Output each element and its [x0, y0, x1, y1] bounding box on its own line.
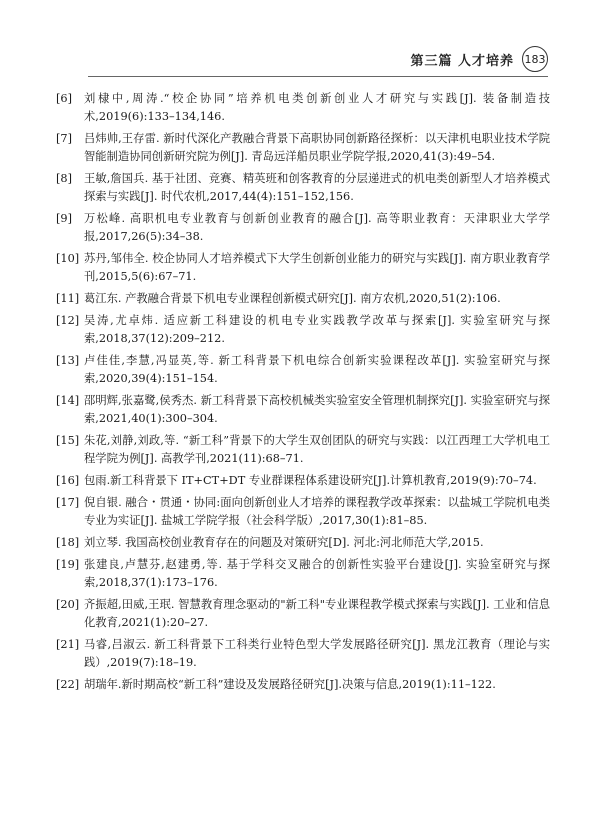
reference-item [56, 250, 550, 286]
running-header [410, 44, 548, 74]
reference-item [56, 556, 550, 592]
reference-text: 齐振超,田威,王珉. 智慧教育理念驱动的"新工科"专业课程教学模式探索与实践[J]. 工业和信息化教育,2021(1):20–27. [84, 598, 550, 629]
reference-item [56, 352, 550, 388]
reference-text: 葛江东. 产教融合背景下机电专业课程创新模式研究[J]. 南方农机,2020,51(2):106. [84, 292, 501, 305]
reference-text: 朱花,刘静,刘政,等. “新工科”背景下的大学生双创团队的研究与实践：以江西理工大学机电工程学院为例[J]. 高教学刊,2021(11):68–71. [84, 434, 550, 465]
reference-number: [22] [56, 678, 80, 691]
reference-number: [15] [56, 434, 80, 447]
reference-text: 吕炜帅,王存雷. 新时代深化产教融合背景下高职协同创新路径探析：以天津机电职业技术学院智能制造协同创新研究院为例[J]. 青岛远洋船员职业学院学报,2020,41(3):49–54. [84, 132, 550, 163]
reference-number: [18] [56, 536, 80, 549]
reference-item [56, 290, 550, 308]
reference-number: [8] [56, 172, 73, 185]
reference-text: 倪自银. 融合・贯通・协同:面向创新创业人才培养的课程教学改革探索：以盐城工学院机电类专业为实证[J]. 盐城工学院学报（社会科学版）,2017,30(1):81–85. [84, 496, 550, 527]
reference-item [56, 472, 550, 490]
reference-number: [10] [56, 252, 80, 265]
reference-item [56, 392, 550, 428]
header-rule [88, 76, 548, 77]
reference-number: [20] [56, 598, 80, 611]
reference-number: [21] [56, 638, 80, 651]
reference-item [56, 170, 550, 206]
reference-number: [12] [56, 314, 80, 327]
reference-text: 王敏,詹国兵. 基于社团、竞赛、精英班和创客教育的分层递进式的机电类创新型人才培养模式探索与实践[J]. 时代农机,2017,44(4):151–152,156. [84, 172, 550, 203]
reference-number: [19] [56, 558, 80, 571]
reference-number: [16] [56, 474, 80, 487]
reference-text: 胡瑞年.新时期高校“新工科”建设及发展路径研究[J].决策与信息,2019(1):11–122. [84, 678, 496, 691]
reference-list [56, 90, 550, 698]
reference-text: 刘棣中,周涛.“校企协同”培养机电类创新创业人才研究与实践[J]. 装备制造技术,2019(6):133–134,146. [84, 92, 550, 123]
reference-item [56, 636, 550, 672]
reference-text: 吴涛,尤卓炜. 适应新工科建设的机电专业实践教学改革与探索[J]. 实验室研究与探索,2018,37(12):209–212. [84, 314, 550, 345]
reference-text: 刘立琴. 我国高校创业教育存在的问题及对策研究[D]. 河北:河北师范大学,2015. [84, 536, 484, 549]
reference-number: [17] [56, 496, 80, 509]
reference-text: 张建良,卢慧芬,赵建勇,等. 基于学科交叉融合的创新性实验平台建设[J]. 实验室研究与探索,2018,37(1):173–176. [84, 558, 550, 589]
reference-item [56, 494, 550, 530]
reference-text: 包雨.新工科背景下 IT+CT+DT 专业群课程体系建设研究[J].计算机教育,2019(9):70–74. [84, 474, 537, 487]
reference-text: 马睿,吕淑云. 新工科背景下工科类行业特色型大学发展路径研究[J]. 黑龙江教育（理论与实践）,2019(7):18–19. [84, 638, 550, 669]
reference-number: [9] [56, 212, 73, 225]
reference-text: 邵明辉,张嘉鹭,侯秀杰. 新工科背景下高校机械类实验室安全管理机制探究[J]. 实验室研究与探索,2021,40(1):300–304. [84, 394, 550, 425]
reference-text: 万松峰. 高职机电专业教育与创新创业教育的融合[J]. 高等职业教育：天津职业大学学报,2017,26(5):34–38. [84, 212, 550, 243]
reference-number: [6] [56, 92, 73, 105]
reference-item [56, 130, 550, 166]
reference-item [56, 432, 550, 468]
reference-item [56, 676, 550, 694]
reference-number: [11] [56, 292, 80, 305]
reference-number: [13] [56, 354, 80, 367]
reference-item [56, 596, 550, 632]
reference-item [56, 312, 550, 348]
reference-item [56, 90, 550, 126]
reference-number: [7] [56, 132, 73, 145]
page-number: 183 [522, 46, 548, 72]
reference-text: 卢佳佳,李慧,冯显英,等. 新工科背景下机电综合创新实验课程改革[J]. 实验室研究与探索,2020,39(4):151–154. [84, 354, 550, 385]
reference-item [56, 534, 550, 552]
section-title: 第三篇 人才培养 [410, 53, 514, 69]
reference-item [56, 210, 550, 246]
reference-number: [14] [56, 394, 80, 407]
reference-text: 苏丹,邹伟全. 校企协同人才培养模式下大学生创新创业能力的研究与实践[J]. 南方职业教育学刊,2015,5(6):67–71. [84, 252, 550, 283]
